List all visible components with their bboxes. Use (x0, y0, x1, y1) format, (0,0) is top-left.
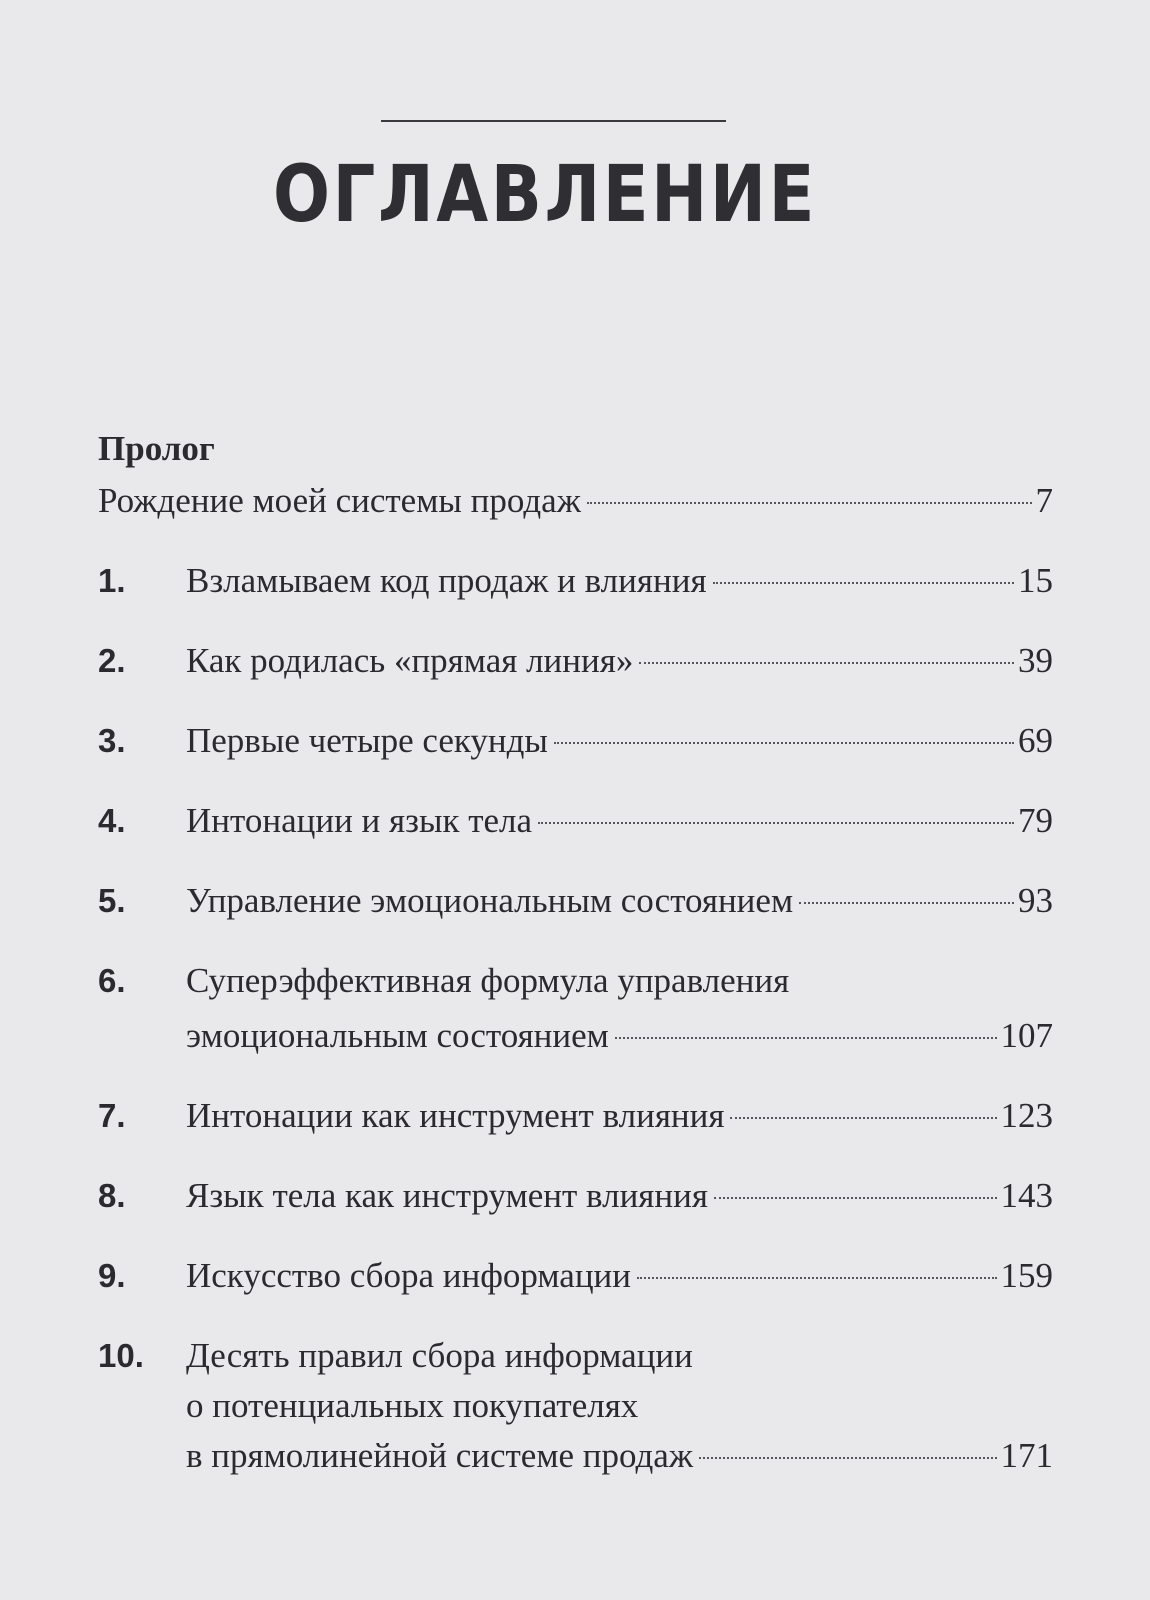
dot-leader (538, 822, 1014, 824)
chapter-number: 5. (98, 882, 126, 919)
chapter-page-number: 79 (1018, 801, 1053, 840)
dot-leader (714, 1197, 997, 1199)
dot-leader (730, 1117, 996, 1119)
chapter-number: 4. (98, 802, 126, 839)
chapter-number: 8. (98, 1177, 126, 1214)
chapter-page-number: 93 (1018, 881, 1053, 920)
toc-entry-page: 7 (1035, 481, 1053, 520)
dot-leader (554, 742, 1014, 744)
chapter-title-line: о потенциальных покупателях (186, 1386, 639, 1425)
chapter-page-number: 15 (1018, 561, 1053, 600)
chapter-page-number: 143 (1000, 1176, 1053, 1215)
chapter-number: 1. (98, 562, 126, 599)
chapter-title-line: Интонации и язык тела (186, 801, 533, 840)
chapter-number: 6. (98, 962, 126, 999)
chapter-number: 10. (98, 1337, 144, 1374)
dot-leader (799, 902, 1014, 904)
chapter-page-number: 107 (1000, 1016, 1053, 1055)
chapter-title-line: Управление эмоциональным состоянием (186, 881, 794, 920)
page-title: ОГЛАВЛЕНИЕ (273, 150, 817, 240)
dot-leader (637, 1277, 996, 1279)
chapter-title-line: Суперэффективная формула управления (186, 961, 790, 1000)
chapter-title-line: эмоциональным состоянием (186, 1016, 609, 1055)
chapter-title-line: Первые четыре секунды (186, 721, 548, 760)
chapter-number: 3. (98, 722, 126, 759)
chapter-title-line: Как родилась «прямая линия» (186, 641, 634, 680)
title-rule (381, 120, 726, 122)
chapter-title-line: Десять правил сбора информации (186, 1336, 693, 1375)
toc-entry-title: Рождение моей системы продаж (98, 481, 581, 520)
chapter-page-number: 171 (1000, 1436, 1053, 1475)
dot-leader (615, 1037, 997, 1039)
chapter-title-line: Взламываем код продаж и влияния (186, 561, 707, 600)
chapter-page-number: 39 (1018, 641, 1053, 680)
chapter-page-number: 123 (1000, 1096, 1053, 1135)
prologue-heading: Пролог (98, 429, 215, 468)
dot-leader (587, 502, 1032, 504)
chapter-number: 7. (98, 1097, 126, 1134)
chapter-title-line: в прямолинейной системе продаж (186, 1436, 694, 1475)
chapter-number: 2. (98, 642, 126, 679)
chapter-title-line: Интонации как инструмент влияния (186, 1096, 725, 1135)
chapter-page-number: 159 (1000, 1256, 1053, 1295)
dot-leader (699, 1457, 996, 1459)
chapter-title-line: Искусство сбора информации (186, 1256, 632, 1295)
chapter-number: 9. (98, 1257, 126, 1294)
chapter-page-number: 69 (1018, 721, 1053, 760)
chapter-title-line: Язык тела как инструмент влияния (186, 1176, 708, 1215)
dot-leader (713, 582, 1014, 584)
dot-leader (639, 662, 1014, 664)
